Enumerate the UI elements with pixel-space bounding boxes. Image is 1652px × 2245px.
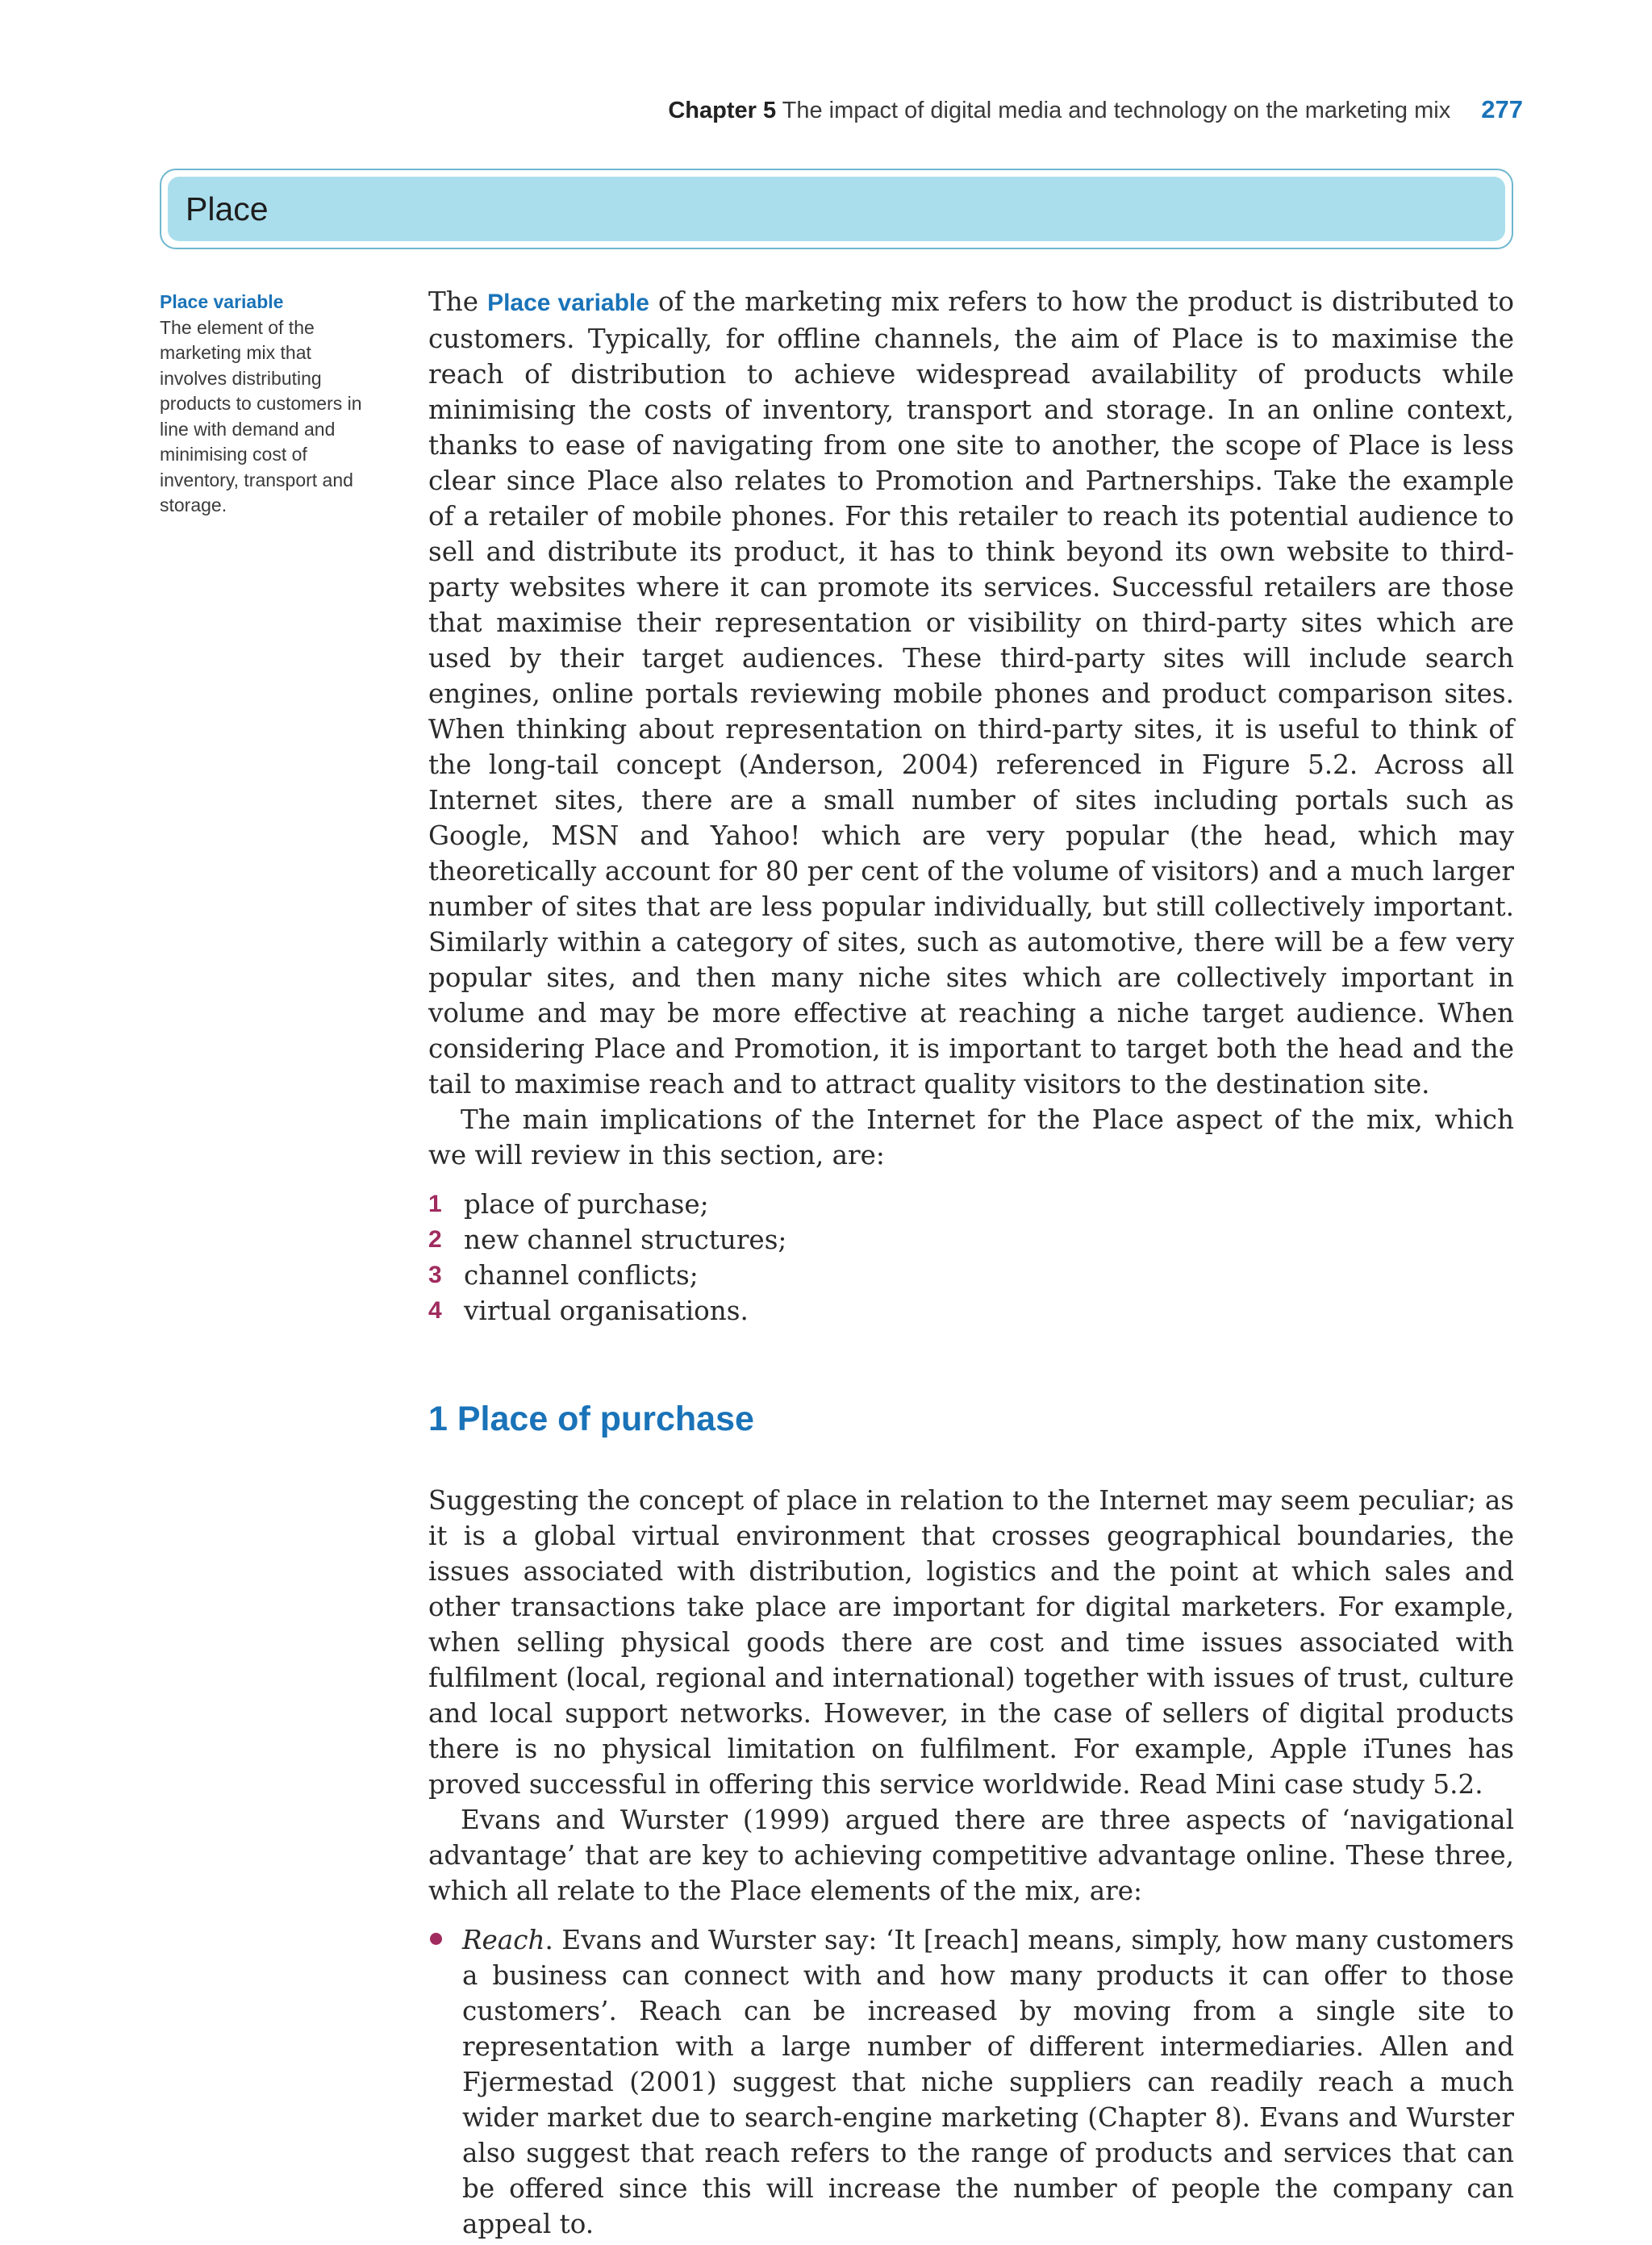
page-number: 277 — [1481, 95, 1523, 123]
list-text: virtual organisations. — [464, 1296, 749, 1326]
implications-paragraph: The main implications of the Internet for the Place aspect of the mix, which we will review in this section, are: — [428, 1104, 1514, 1170]
list-item — [428, 1258, 1514, 1293]
list-item — [428, 1187, 1514, 1222]
place-of-purchase-paragraph: Suggesting the concept of place in relation to the Internet may seem peculiar; as it is a global virtual environment that crosses geographical boundaries, the issues associated with distribution, logistics and the point at which sales and other transactions take place are important for digital marketers. For example, when selling physical goods there are cost and time issues associated with fulfilment (local, regional and international) together with issues of trust, culture and local support networks. However, in the case of sellers of digital products there is no physical limitation on fulfilment. For example, Apple iTunes has proved successful in offering this service worldwide. Read Mini case study 5.2. — [428, 1485, 1514, 1800]
implications-list — [428, 1187, 1514, 1329]
list-text: new channel structures; — [464, 1225, 787, 1255]
subsection-heading: 1 Place of purchase — [428, 1400, 754, 1438]
intro-paragraph — [428, 284, 1514, 1102]
list-number: 4 — [428, 1297, 442, 1324]
bullet-body: . Evans and Wurster say: ‘It [reach] means, simply, how many customers a business can connect with and how many products it can offer to those customers’. Reach can be increased by moving from a single site to representation with a large number of different intermediaries. Allen and Fjermestad (2001) suggest that niche suppliers can readily reach a much wider market due to search-engine marketing (Chapter 8). Evans and Wurster also suggest that reach refers to the range of products and services that can be offered since this will increase the number of people the company can appeal to. — [462, 1925, 1514, 2239]
bullet-icon — [428, 1922, 462, 2242]
list-text: channel conflicts; — [464, 1260, 699, 1291]
keyword-place-variable: Place variable — [487, 290, 649, 316]
list-text: place of purchase; — [464, 1189, 709, 1220]
intro-text-rest: of the marketing mix refers to how the product is distributed to customers. Typically, for offline channels, the aim of Place is to maximise the reach of distribution to achieve widespread availability of products while minimising the costs of inventory, transport and storage. In an online context, thanks to ease of navigating from one site to another, the scope of Place is less clear since Place also relates to Promotion and Partnerships. Take the example of a retailer of mobile phones. For this retailer to reach its potential audience to sell and distribute its product, it has to think beyond its own website to third-party websites where it can promote its services. Successful retailers are those that maximise their representation or visibility on third-party sites which are used by their target audiences. These third-party sites will include search engines, online portals reviewing mobile phones and product comparison sites. When thinking about representation on third-party sites, it is useful to think of the long-tail concept (Anderson, 2004) referenced in Figure 5.2. Across all Internet sites, there are a small number of sites including portals such as Google, MSN and Yahoo! which are very popular (the head, which may theoretically account for 80 per cent of the volume of visitors) and a much larger number of sites that are less popular individually, but still collectively important. Similarly within a category of sites, such as automotive, there will be a few very popular sites, and then many niche sites which are collectively important in volume and may be more effective at reaching a niche target audience. When considering Place and Promotion, it is important to target both the head and the tail to maximise reach and to attract quality visitors to the destination site. — [428, 286, 1514, 1100]
bullet-item — [428, 1922, 1514, 2242]
intro-text-start: The — [428, 286, 488, 317]
main-text — [428, 284, 1514, 2242]
margin-definition-text: The element of the marketing mix that involves distributing products to customers in line with demand and minimising cost of inventory, transport and storage. — [160, 316, 362, 515]
bullet-text — [462, 1922, 1514, 2242]
section-title: Place — [168, 177, 1505, 241]
running-header — [668, 95, 1523, 124]
list-item — [428, 1222, 1514, 1258]
chapter-title: The impact of digital media and technology on the marketing mix — [782, 98, 1451, 123]
chapter-label: Chapter 5 — [668, 98, 777, 123]
margin-term: Place variable — [160, 291, 284, 312]
section-banner — [160, 169, 1513, 249]
list-number: 1 — [428, 1191, 442, 1217]
navigational-advantage-paragraph: Evans and Wurster (1999) argued there are three aspects of ‘navigational advantage’ that are key to achieving competitive advantage online. These three, which all relate to the Place elements of the mix, are: — [428, 1805, 1514, 1906]
margin-definition — [160, 290, 379, 519]
list-number: 2 — [428, 1226, 442, 1253]
list-item — [428, 1293, 1514, 1329]
list-number: 3 — [428, 1262, 442, 1288]
advantage-bullets — [428, 1922, 1514, 2242]
bullet-term: Reach — [462, 1925, 545, 1955]
